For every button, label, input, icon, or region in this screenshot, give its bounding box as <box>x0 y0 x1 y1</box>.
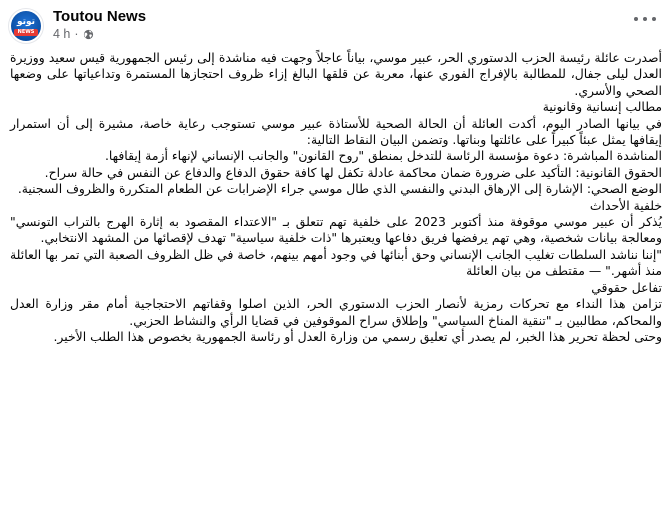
post-paragraph: وحتى لحظة تحرير هذا الخبر، لم يصدر أي تعليق رسمي من وزارة العدل أو رئاسة الجمهورية بخصوص هذا الطلب الأخير. <box>53 328 662 344</box>
more-options-button[interactable] <box>634 12 656 26</box>
section-heading: مطالب إنسانية وقانونية <box>542 99 662 115</box>
post-paragraph: الحقوق القانونية: التأكيد على ضرورة ضمان محاكمة عادلة تكفل لها كافة حقوق الدفاع والدفاع عن النفس في حالة سراح. <box>44 164 662 180</box>
globe-icon <box>83 29 94 40</box>
more-options-icon <box>652 17 656 21</box>
post-paragraph: الوضع الصحي: الإشارة إلى الإرهاق البدني والنفسي الذي طال موسي جراء الإضرابات عن الطعام المتكررة والظروف السجنية. <box>17 181 662 197</box>
meta-separator: · <box>74 27 79 41</box>
more-options-icon <box>643 17 647 21</box>
post-text <box>10 50 662 345</box>
post-meta <box>53 27 94 41</box>
post-paragraph: يُذكر أن عبير موسي موقوفة منذ أكتوبر 2023 على خلفية تهم تتعلق بـ "الاعتداء المقصود به إثارة الهرج بالتراب التونسي" ومعالجة بيانات شخصية، وهي تهم يرفضها فريق دفاعها ويعتبرها "ذات خلفية سياسية" تهدف لإقصائها من المشهد الانتخابي. <box>10 214 662 246</box>
more-options-icon <box>634 17 638 21</box>
page-avatar[interactable] <box>8 8 44 44</box>
section-heading: تفاعل حقوقي <box>591 279 662 295</box>
post-paragraph: أصدرت عائلة رئيسة الحزب الدستوري الحر، عبير موسي، بياناً عاجلاً وجهت فيه مناشدة إلى رئيس الجمهورية قيس سعيد ووزيرة العدل ليلى جفال، للمطالبة بالإفراج الفوري عنها، معربة عن قلقها البالغ إزاء ظروف احتجازها المستمرة وتداعياتها على وضعها الصحي والأسري. <box>10 50 662 98</box>
section-heading: خلفية الأحداث <box>589 197 662 213</box>
post-paragraph: في بيانها الصادر اليوم، أكدت العائلة أن الحالة الصحية للأستاذة عبير موسي تستوجب رعاية خاصة، مشيرة إلى أن استمرار إيقافها يمثل عبئاً كبيراً على عائلتها وبناتها. وتضمن البيان النقاط التالية: <box>10 115 662 148</box>
page-name-link[interactable]: Toutou News <box>53 8 147 25</box>
post-paragraph: تزامن هذا النداء مع تحركات رمزية لأنصار الحزب الدستوري الحر، الذين اصلوا وقفاتهم الاحتجاجية أمام مقر وزارة العدل والمحاكم، مطالبين بـ "تنقية المناخ السياسي" وإطلاق سراح الموقوفين في قضايا الرأي والنشاط الحزبي. <box>10 296 662 328</box>
avatar-news-tag: NEWS <box>14 29 38 36</box>
post-timestamp[interactable]: 4 h <box>53 27 71 41</box>
post-paragraph: المناشدة المباشرة: دعوة مؤسسة الرئاسة للتدخل بمنطق "روح القانون" والجانب الإنساني لإنهاء أزمة إيقافها. <box>104 148 662 164</box>
post-header <box>0 0 670 44</box>
post-quote: "إننا نناشد السلطات تغليب الجانب الإنساني وحق أبنائها في وجود أمهم بينهم، خاصة في ظل الظروف الصعبة التي تمر بها العائلة منذ أشهر." — مقتطف من بيان العائلة <box>10 246 662 279</box>
avatar-logo-text: توتو <box>16 17 36 27</box>
